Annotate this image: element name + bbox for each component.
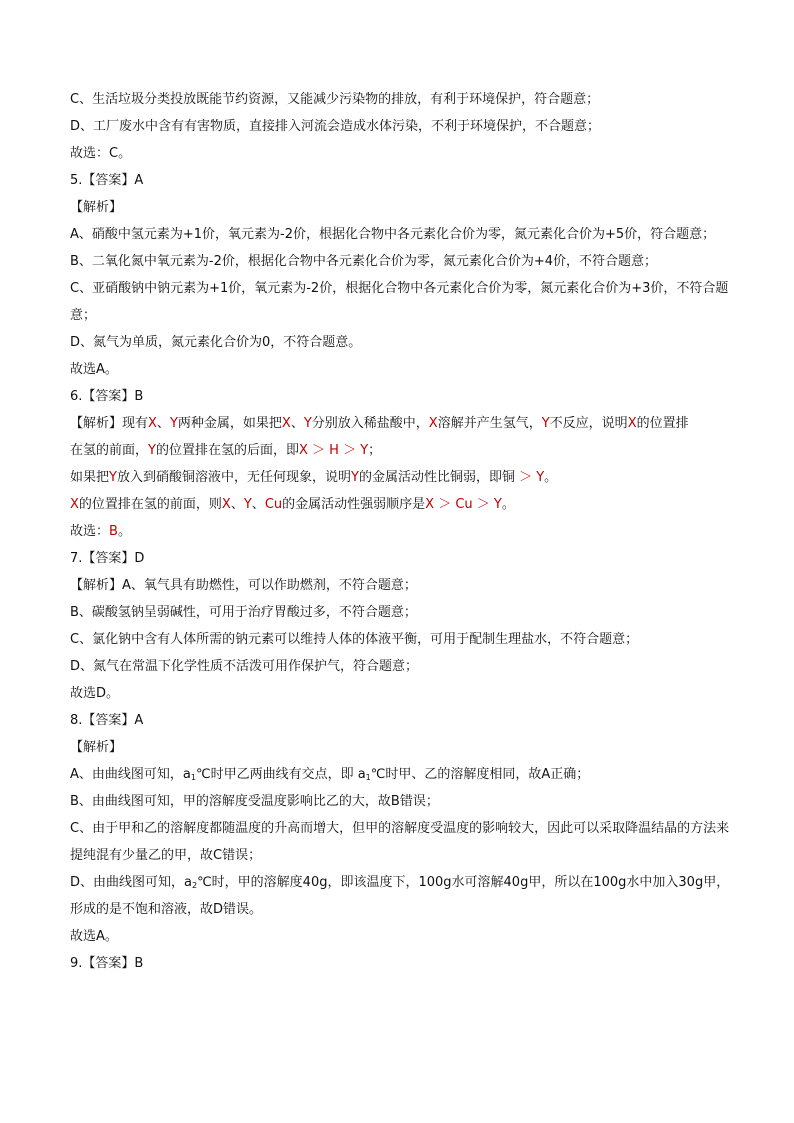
subscript: 1 bbox=[190, 773, 196, 782]
metal-x: X bbox=[221, 497, 231, 512]
q6-text: 、 bbox=[290, 416, 304, 431]
q8-answer: 8.【答案】A bbox=[70, 713, 144, 728]
metal-y: Y bbox=[109, 470, 117, 485]
metal-y: Y bbox=[243, 497, 252, 512]
q5-analysis-heading: 【解析】 bbox=[70, 200, 123, 215]
q6-analysis-line-4 bbox=[70, 491, 730, 518]
activity-order: X ＞ Cu ＞ Y bbox=[425, 497, 502, 512]
q6-text: 【解析】现有 bbox=[70, 416, 149, 431]
q6-text: 的金属活动性比铜弱，即铜 bbox=[358, 470, 515, 485]
q6-analysis-line-3 bbox=[70, 464, 730, 491]
metal-cu: Cu bbox=[264, 497, 283, 512]
q6-choice-suffix: 。 bbox=[117, 524, 131, 539]
q6-text: 如果把 bbox=[70, 470, 110, 485]
q6-text: 放入到硝酸铜溶液中，无任何现象，说明 bbox=[116, 470, 351, 485]
q8-option-d bbox=[70, 869, 730, 923]
q8-text: ℃时甲乙两曲线有交点，即 a bbox=[195, 767, 366, 782]
q4-choice: 故选：C。 bbox=[70, 146, 132, 161]
q8-option-a bbox=[70, 761, 730, 788]
q6-text: 不反应，说明 bbox=[549, 416, 628, 431]
metal-y: Y bbox=[541, 416, 550, 431]
subscript: 2 bbox=[191, 881, 198, 890]
metal-x: X bbox=[627, 416, 637, 431]
q8-text: A、由曲线图可知，a bbox=[70, 767, 191, 782]
metal-x: X bbox=[428, 416, 438, 431]
q5-option-c: C、亚硝酸钠中钠元素为+1价，氧元素为-2价，根据化合物中各元素化合价为零，氮元素化合价为+3价，不符合题意； bbox=[70, 281, 729, 323]
metal-y: Y bbox=[303, 416, 312, 431]
q8-text: D、由曲线图可知，a bbox=[70, 875, 192, 890]
metal-y: Y bbox=[350, 470, 359, 485]
subscript: 1 bbox=[365, 773, 371, 782]
q5-answer: 5.【答案】A bbox=[70, 173, 144, 188]
activity-order: X ＞ H ＞ Y bbox=[298, 443, 369, 458]
q8-text: ℃时甲、乙的溶解度相同，故A正确； bbox=[370, 767, 590, 782]
metal-x: X bbox=[70, 497, 79, 512]
q6-text: 的位置排在氢的后面，即 bbox=[155, 443, 299, 458]
document-page bbox=[70, 86, 730, 977]
q5-choice: 故选A。 bbox=[70, 362, 118, 377]
q8-analysis-heading: 【解析】 bbox=[70, 740, 123, 755]
q6-text: 溶解并产生氢气， bbox=[437, 416, 542, 431]
q6-choice-value: B bbox=[109, 524, 118, 539]
q7-option-b: B、碳酸氢钠呈弱碱性，可用于治疗胃酸过多，不符合题意； bbox=[70, 605, 417, 620]
q8-option-c: C、由于甲和乙的溶解度都随温度的升高而增大，但甲的溶解度受温度的影响较大，因此可以采取降温结晶的方法来提纯混有少量乙的甲，故C错误； bbox=[70, 821, 730, 863]
q5-option-b: B、二氧化氮中氧元素为-2价，根据化合物中各元素化合价为零，氮元素化合价为+4价，不符合题意； bbox=[70, 254, 658, 269]
q8-choice: 故选A。 bbox=[70, 929, 118, 944]
q6-text: 、 bbox=[251, 497, 265, 512]
q6-analysis-line-2 bbox=[70, 437, 730, 464]
q7-option-d: D、氮气在常温下化学性质不活泼可用作保护气，符合题意； bbox=[70, 659, 419, 674]
q8-option-b: B、由曲线图可知，甲的溶解度受温度影响比乙的大，故B错误； bbox=[70, 794, 439, 809]
q5-option-d: D、氮气为单质，氮元素化合价为0，不符合题意。 bbox=[70, 335, 362, 350]
q6-text: 在氢的前面， bbox=[70, 443, 149, 458]
q6-text: 的位置排在氢的前面，则 bbox=[78, 497, 222, 512]
q6-answer: 6.【答案】B bbox=[70, 389, 144, 404]
q6-text: 、 bbox=[156, 416, 170, 431]
q6-text: 分别放入稀盐酸中， bbox=[311, 416, 429, 431]
q6-text: 。 bbox=[501, 497, 515, 512]
q6-analysis-line-1 bbox=[70, 410, 730, 437]
q6-choice-prefix: 故选： bbox=[70, 524, 110, 539]
q6-text: ； bbox=[368, 443, 382, 458]
q9-answer: 9.【答案】B bbox=[70, 956, 144, 971]
q4-option-c: C、生活垃圾分类投放既能节约资源，又能减少污染物的排放，有利于环境保护，符合题意； bbox=[70, 92, 600, 107]
q7-answer: 7.【答案】D bbox=[70, 551, 145, 566]
q6-choice bbox=[70, 518, 730, 545]
q7-option-c: C、氯化钠中含有人体所需的钠元素可以维持人体的体液平衡，可用于配制生理盐水，不符合题意； bbox=[70, 632, 639, 647]
metal-x: X bbox=[148, 416, 157, 431]
metal-y: Y bbox=[169, 416, 178, 431]
q7-option-a: 【解析】A、氧气具有助燃性，可以作助燃剂，不符合题意； bbox=[70, 578, 417, 593]
q6-text: 的位置排 bbox=[636, 416, 689, 431]
activity-order: ＞ Y bbox=[514, 470, 545, 485]
metal-x: X bbox=[281, 416, 291, 431]
q6-text: 两种金属，如果把 bbox=[177, 416, 282, 431]
q6-text: 的金属活动性强弱顺序是 bbox=[282, 497, 426, 512]
q6-text: 。 bbox=[544, 470, 558, 485]
q6-text: 、 bbox=[230, 497, 244, 512]
q7-choice: 故选D。 bbox=[70, 686, 120, 701]
metal-y: Y bbox=[148, 443, 156, 458]
q8-text: ℃时，甲的溶解度40g，即该温度下，100g水可溶解40g甲，所以在100g水中加入30g甲，形成的是不饱和溶液，故D错误。 bbox=[70, 875, 730, 917]
q4-option-d: D、工厂废水中含有有害物质，直接排入河流会造成水体污染，不利于环境保护，不合题意； bbox=[70, 119, 601, 134]
q5-option-a: A、硝酸中氢元素为+1价，氧元素为-2价，根据化合物中各元素化合价为零，氮元素化合价为+5价，符合题意； bbox=[70, 227, 716, 242]
